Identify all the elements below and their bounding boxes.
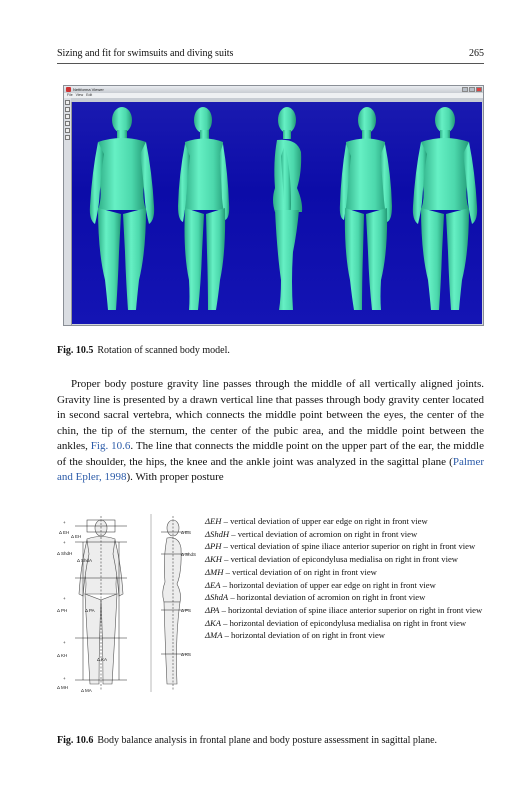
caption-label: Fig. 10.5	[57, 345, 94, 356]
label-ma: Δ MA	[81, 688, 92, 692]
legend-term: ΔShdA	[205, 592, 229, 603]
figure-10-6-diagram	[57, 514, 201, 692]
body-model-three-quarter	[178, 107, 229, 310]
header-rule	[57, 63, 484, 64]
legend-term: ΔShdH	[205, 528, 230, 539]
legend-desc: – horizontal deviation of on right in front view	[222, 630, 385, 641]
tool-icon	[65, 107, 70, 112]
figure-link[interactable]: Fig. 10.6	[90, 440, 131, 452]
viewer-titlebar	[64, 86, 483, 93]
body-model-three-quarter-back	[340, 107, 392, 310]
legend-entry	[205, 617, 485, 630]
legend-desc: – vertical deviation of spine iliace anterior superior on right in front view	[221, 541, 476, 552]
legend-desc: – horizontal deviation of acromion on right in front view	[228, 592, 426, 603]
minimize-icon	[462, 87, 468, 92]
viewer-menubar: File View Edit	[64, 93, 483, 98]
legend-term: ΔPA	[205, 604, 220, 615]
legend-term: ΔEA	[205, 579, 221, 590]
tool-icon	[65, 100, 70, 105]
label-shda: Δ ShdA	[77, 558, 93, 563]
scanned-body-models	[72, 102, 482, 324]
legend-desc: – vertical deviation of upper ear edge on right in front view	[221, 516, 428, 526]
viewer-title: Nettforma Viewer	[73, 87, 104, 92]
running-head-title: Sizing and fit for swimsuits and diving suits	[57, 48, 234, 59]
legend-term: ΔPH	[205, 541, 222, 552]
legend-entry	[205, 566, 485, 579]
body-paragraph	[57, 377, 484, 486]
legend-entry	[205, 604, 485, 617]
label-kh: Δ KH	[57, 653, 68, 658]
legend-entry	[205, 540, 485, 553]
plus-marker: +	[63, 540, 66, 545]
legend-entry	[205, 528, 485, 541]
label-mh: Δ MH	[57, 685, 69, 690]
legend-entry	[205, 515, 485, 528]
body-model-front	[90, 107, 154, 310]
legend-entry	[205, 629, 485, 642]
paragraph-text: Proper body posture gravity line passes through the middle of all vertically aligned joints. Gravity line is presented by a drawn vertical line that passes through body gravity center located in second sacral vertebra, which connects the middle point between the eyes, the center of the chin, the tip of the sternum, the center of the pubic area, and the middle point between the ankles,	[57, 378, 484, 452]
page-number: 265	[469, 48, 484, 59]
legend-desc: – vertical deviation of on right in front view	[223, 566, 377, 577]
legend-term: ΔEH	[205, 516, 222, 526]
caption-text: Rotation of scanned body model.	[97, 345, 230, 356]
body-model-back	[413, 107, 477, 310]
app-icon	[66, 87, 71, 92]
posture-diagram	[57, 514, 201, 692]
plus-marker: +	[63, 520, 66, 525]
figure-10-5-viewer-window	[63, 85, 484, 326]
tool-icon	[65, 135, 70, 140]
label-ka: Δ KA	[97, 657, 108, 662]
label-ph: Δ PH	[57, 608, 68, 613]
plus-marker: +	[63, 640, 66, 645]
paragraph-text: ). With proper posture	[126, 471, 224, 483]
tool-icon	[65, 121, 70, 126]
figure-10-5-caption	[57, 344, 484, 357]
legend-entry	[205, 579, 485, 592]
label-ks: Δ KS	[181, 652, 192, 657]
legend-desc: – vertical deviation of epicondylusa medialisa on right in front view	[221, 554, 459, 565]
tool-icon	[65, 114, 70, 119]
3d-viewport	[72, 102, 482, 324]
label-es: Δ ES	[181, 530, 192, 535]
legend-entry	[205, 591, 485, 604]
label-eh-2: Δ EH	[71, 534, 82, 539]
body-model-side	[273, 107, 302, 310]
tool-icon	[65, 128, 70, 133]
close-icon	[476, 87, 482, 92]
legend-desc: – horizontal deviation of spine iliace anterior superior on right in front view	[219, 604, 483, 615]
legend-desc: – horizontal deviation of epicondylusa medialisa on right in front view	[221, 617, 467, 628]
paragraph-text: . The line that connects the middle point on the upper part of the ear, the middle of the shoulder, the hips, the knee and the ankle joint was analyzed in the sagittal plane (	[57, 440, 484, 468]
label-ps: Δ PS	[181, 608, 192, 613]
legend-term: ΔMH	[205, 566, 224, 577]
window-controls	[462, 87, 482, 92]
sagittal-labels	[181, 530, 196, 657]
legend-term: ΔKA	[205, 617, 222, 628]
figure-10-6-caption	[57, 734, 484, 747]
viewer-toolbar	[64, 98, 72, 325]
legend-desc: – horizontal deviation of upper ear edge on right in front view	[220, 579, 436, 590]
plus-marker: +	[63, 676, 66, 681]
label-shds: Δ ShdS	[181, 552, 197, 557]
legend-desc: – vertical deviation of acromion on right in front view	[229, 528, 418, 539]
caption-label: Fig. 10.6	[57, 735, 94, 746]
citation-link[interactable]: Palmer and Epler, 1998	[57, 455, 484, 483]
label-pa: Δ PA	[85, 608, 95, 613]
maximize-icon	[469, 87, 475, 92]
legend-term: ΔMA	[205, 630, 223, 641]
figure-10-6-legend	[205, 515, 485, 642]
label-shdh: Δ ShdH	[57, 551, 73, 556]
plus-marker: +	[63, 596, 66, 601]
running-head	[57, 47, 484, 61]
sagittal-body-outline	[163, 520, 181, 684]
caption-text: Body balance analysis in frontal plane and body posture assessment in sagittal plane.	[97, 735, 438, 746]
legend-term: ΔKH	[205, 554, 222, 565]
label-eh: Δ EH	[59, 530, 70, 535]
legend-entry	[205, 553, 485, 566]
